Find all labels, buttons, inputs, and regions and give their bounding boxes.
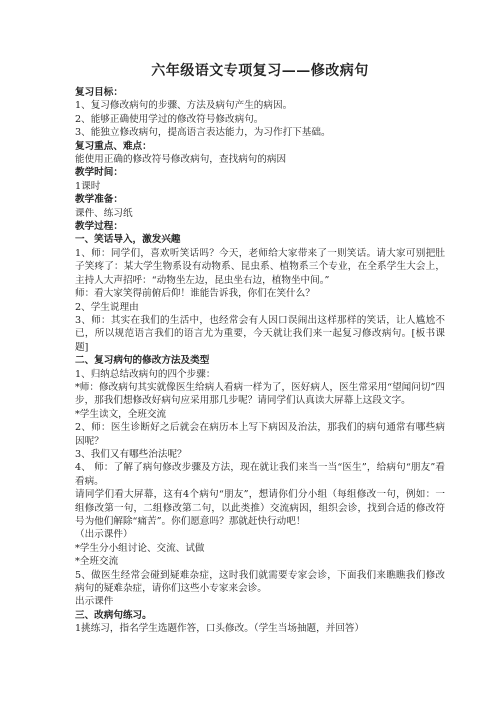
document-page xyxy=(75,62,445,636)
section-heading: 教学过程： xyxy=(75,221,123,233)
document-body xyxy=(75,86,445,636)
body-paragraph: 1、归纳总结改病句的四个步骤： xyxy=(75,368,216,380)
body-paragraph: 请同学们看大屏幕，这有4个病句“朋友”，想请你们分小组（每组修改一句，例如：一组修改第一句，二组修改第二句，以此类推）交流病因，组织会诊，找到合适的修改符号为他们解除“痛苦”。你们愿意吗？那就赶快行动吧！ xyxy=(75,489,445,527)
section-heading: 教学准备： xyxy=(75,194,123,206)
body-paragraph: 1课时 xyxy=(75,180,101,192)
body-paragraph: 4、 师：了解了病句修改步骤及方法，现在就让我们来当一当“医生”，给病句“朋友”看看病。 xyxy=(75,462,445,487)
body-paragraph: 课件、练习纸 xyxy=(75,207,133,219)
body-paragraph: 1、复习修改病句的步骤、方法及病句产生的病因。 xyxy=(75,100,293,112)
section-heading: 复习目标： xyxy=(75,87,123,98)
body-paragraph: 2、学生说理由 xyxy=(75,301,139,313)
body-paragraph: 3、师：其实在我们的生活中，也经常会有人因口误闹出这样那样的笑话，让人尴尬不已，所以规范语言我们的语言尤为重要，今天就让我们来一起复习修改病句。[板书课题] xyxy=(75,314,445,353)
body-paragraph: 1、师：同学们，喜欢听笑话吗？今天，老师给大家带来了一则笑话。请大家可别把肚子笑疼了：某大学生物系设有动物系、昆虫系、植物系三个专业，在全系学生大会上，主持人大声招呼：“动物坐左边，昆虫坐右边，植物坐中间。” xyxy=(75,247,445,286)
body-paragraph: 5、做医生经常会碰到疑难杂症，这时我们就需要专家会诊，下面我们来瞧瞧我们修改病句的疑难杂症，请你们这些小专家来会诊。 xyxy=(75,569,445,595)
body-paragraph: 师：看大家笑得前俯后仰！谁能告诉我，你们在笑什么？ xyxy=(75,288,315,300)
body-paragraph: 3、能独立修改病句，提高语言表达能力，为习作打下基础。 xyxy=(75,127,331,139)
body-paragraph: 3、我们又有哪些治法呢？ xyxy=(75,448,187,460)
body-paragraph: 1挑练习，指名学生选题作答，口头修改。（学生当场抽题，并回答） xyxy=(75,623,365,635)
body-paragraph: *师：修改病句其实就像医生给病人看病一样为了，医好病人，医生常采用“望闻问切”四步，那我们想修改好病句应采用那几步呢？请同学们认真读大屏幕上这段文字。 xyxy=(75,381,445,407)
section-heading: 二、复习病句的修改方法及类型 xyxy=(75,355,210,367)
section-heading: 一、笑话导入，激发兴趣 xyxy=(75,234,181,246)
body-paragraph: 出示课件 xyxy=(75,596,114,608)
section-heading: 教学时间： xyxy=(75,167,123,179)
body-paragraph: 2、师：医生诊断好之后就会在病历本上写下病因及治法，那我们的病句通常有哪些病因呢？ xyxy=(75,422,445,447)
body-paragraph: 2、能够正确使用学过的修改符号修改病句。 xyxy=(75,113,264,125)
body-paragraph: （出示课件） xyxy=(75,529,133,541)
document-title: 六年级语文专项复习——修改病句 xyxy=(151,63,369,79)
section-heading: 复习重点、难点： xyxy=(75,140,152,152)
section-heading: 三、改病句练习。 xyxy=(75,609,152,621)
body-paragraph: *学生读文，全班交流 xyxy=(75,408,167,420)
body-paragraph: *全班交流 xyxy=(75,556,119,568)
body-paragraph: 能使用正确的修改符号修改病句，查找病句的病因 xyxy=(75,154,287,166)
body-paragraph: *学生分小组讨论、交流、试做 xyxy=(75,542,205,554)
